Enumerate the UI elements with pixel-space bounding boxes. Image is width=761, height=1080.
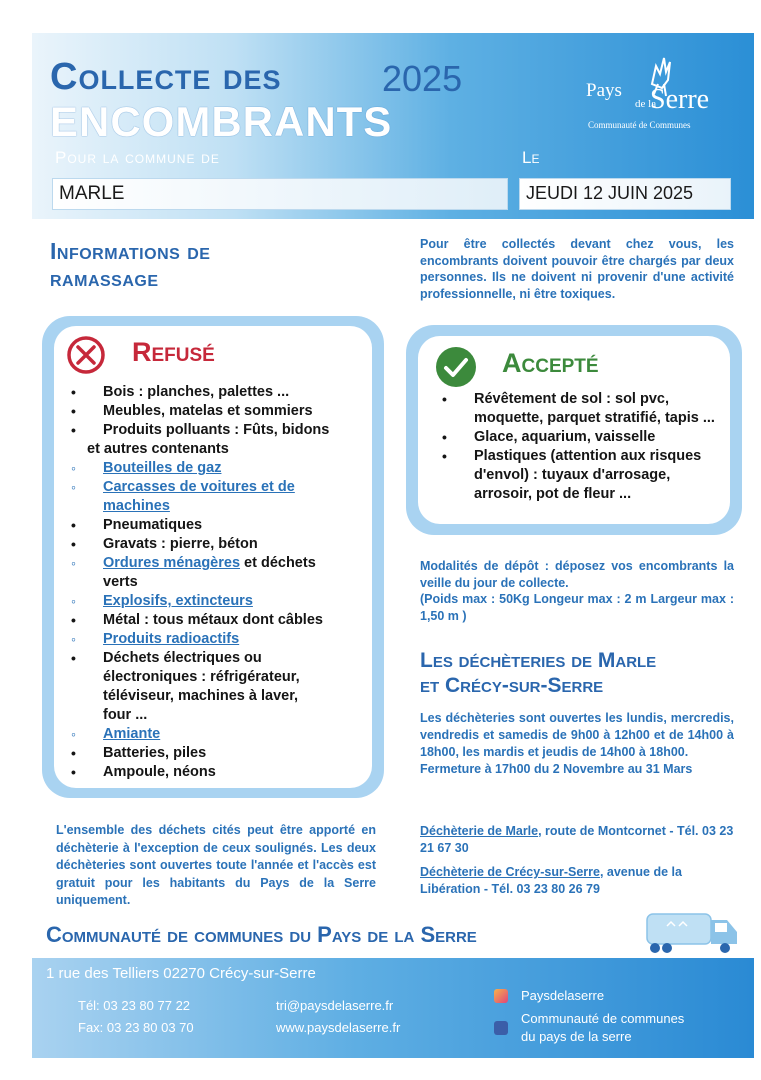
list-item: ◦ Explosifs, extincteurs [71,593,253,609]
intro-text: Pour être collectés devant chez vous, les encombrants doivent pouvoir être chargés par deux personnes. Ils ne doivent ni provenir d'une activité professionnelle, ni être toxiques. [420,237,734,301]
list-item: • Batteries, piles [71,745,207,761]
logo-serre-text: Serre [650,84,710,115]
instagram-icon [494,989,508,1003]
accepted-list [442,390,724,504]
title-year: 2025 [382,58,463,99]
decheterie-crecy [420,864,736,898]
list-item: • Bois : planches, palettes ... [71,384,290,400]
decheteries-heading-line-1: Les déchèteries de Marle [420,649,657,672]
decheteries-heading-line-2: et Crécy-sur-Serre [420,674,604,697]
info-heading-line-2: ramassage [50,265,159,291]
title-line-1: Collecte des [50,56,282,98]
decheterie-crecy-name: Déchèterie de Crécy-sur-Serre [420,865,600,879]
footer-email[interactable]: tri@paysdelaserre.fr [276,998,394,1013]
date-label: Le [522,148,540,167]
decheterie-marle-name: Déchèterie de Marle [420,824,539,838]
refused-cross-icon [66,335,106,375]
list-item: ◦ Bouteilles de gaz [71,460,222,476]
facebook-icon [494,1021,508,1035]
decheterie-crecy-info: , avenue de la Libération - Tél. 03 23 80 26 79 [420,865,682,896]
decheterie-marle [420,823,736,857]
list-item: ◦ Carcasses de voitures et de machines [71,479,295,514]
accepted-title: Accepté [502,348,599,378]
commune-value: MARLE [59,183,125,204]
deposit-terms-text: Modalités de dépôt : déposez vos encombrants la veille du jour de collecte. [420,559,734,590]
list-item: • Ampoule, néons [71,764,216,780]
date-value: JEUDI 12 JUIN 2025 [526,183,694,203]
list-item: ◦ Produits radioactifs [71,631,240,647]
opening-hours: Les déchèteries sont ouvertes les lundis, mercredis, vendredis et samedis de 9h00 à 12h00 et de 14h00 à 18h00, les mardis et jeudis de 14h00 à 18h00. [420,711,734,759]
info-heading-line-1: Informations de [50,238,211,264]
decheterie-marle-info: , route de Montcornet - Tél. 03 23 21 67 30 [420,824,734,855]
list-item: • Métal : tous métaux dont câbles [71,612,323,628]
commune-field [52,178,508,210]
logo-pays-text: Pays [586,80,622,101]
refused-title: Refusé [132,337,215,367]
list-item: et autres contenants [87,441,229,457]
list-item: • Révêtement de sol : sol pvc, moquette, parquet stratifié, tapis ... [442,391,715,426]
list-item: ◦ Amiante [71,726,161,742]
collection-note: L'ensemble des déchets cités peut être apporté en déchèterie à l'exception de ceux soulignés. Les deux déchèteries sont ouvertes toute l'année et l'accès est gratuit pour les habitants du Pays de la Serre uniquement. [56,823,376,907]
date-field [519,178,731,210]
list-item: • Produits polluants : Fûts, bidons [71,422,330,438]
list-item: ◦ Ordures ménagères et déchets verts [71,555,316,590]
commune-label: Pour la commune de [55,148,220,167]
accepted-check-icon [435,346,477,388]
logo-dela-text: de la [635,98,657,110]
list-item: • Meubles, matelas et sommiers [71,403,313,419]
footer-fax: Fax: 03 23 80 03 70 [78,1020,194,1035]
footer-facebook-line-2[interactable]: du pays de la serre [521,1029,632,1044]
footer-address: 1 rue des Telliers 02270 Crécy-sur-Serre [46,965,316,982]
list-item: • Déchets électriques ou électroniques : réfrigérateur, téléviseur, machines à laver, four ... [71,650,300,723]
decheteries-hours [420,710,734,778]
info-heading [50,238,210,292]
logo-subtitle: Communauté de Communes [588,120,691,130]
community-title: Communauté de communes du Pays de la Serre [46,922,477,947]
deposit-limits: (Poids max : 50Kg Longeur max : 2 m Largeur max : 1,50 m ) [420,592,734,623]
title-line-2: ENCOMBRANTS [50,98,393,145]
list-item: • Pneumatiques [71,517,203,533]
list-item: • Gravats : pierre, béton [71,536,258,552]
footer-instagram[interactable]: Paysdelaserre [521,988,605,1003]
list-item: • Glace, aquarium, vaisselle [442,429,656,445]
deposit-terms [420,558,734,624]
footer-website[interactable]: www.paysdelaserre.fr [276,1020,401,1035]
closing-note: Fermeture à 17h00 du 2 Novembre au 31 Mars [420,762,693,776]
decheteries-heading [420,648,656,698]
list-item: • Plastiques (attention aux risques d'envol) : tuyaux d'arrosage, arrosoir, pot de fleur ... [442,448,702,502]
refused-list [71,383,353,782]
garbage-truck-icon [643,906,743,958]
footer-facebook-line-1[interactable]: Communauté de communes [521,1011,685,1026]
footer-tel: Tél: 03 23 80 77 22 [78,998,191,1013]
